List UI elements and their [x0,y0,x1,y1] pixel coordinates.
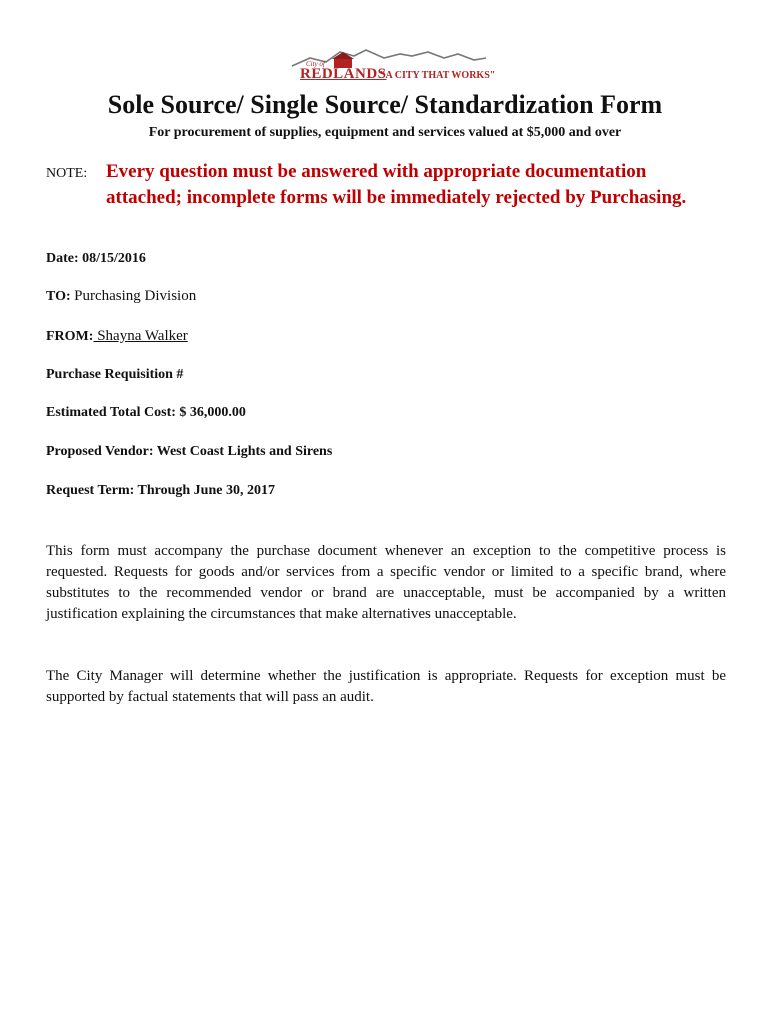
from-field [46,327,188,346]
requisition-label: Purchase Requisition # [46,367,184,382]
term-label: Request Term: Through June 30, 2017 [46,483,275,498]
vendor-field [46,443,332,461]
from-label: FROM: [46,329,94,344]
cost-field [46,404,246,422]
date-label: Date: 08/15/2016 [46,251,146,266]
body-paragraph-2: The City Manager will determine whether the justification is appropriate. Requests for exception must be supported by factual statements that will pass an audit. [46,668,726,705]
vendor-label: Proposed Vendor: West Coast Lights and Sirens [46,444,333,459]
note-label: NOTE: [46,166,88,181]
term-field [46,482,275,500]
page-title: Sole Source/ Single Source/ Standardization Form [107,90,663,119]
from-value: Shayna Walker [93,328,188,344]
cost-label: Estimated Total Cost: $ 36,000.00 [46,405,246,420]
note-line-1: Every question must be answered with appropriate documentation [106,161,647,182]
to-label: TO: [46,289,71,304]
redlands-logo [288,44,496,90]
body-paragraph-1: This form must accompany the purchase document whenever an exception to the competitive process is requested. Requests for goods and/or services from a specific vendor or limited to a specific brand, where substitutes to the recommended vendor or brand are unacceptable, must be accompanied by a written justification explaining the circumstances that make alternatives unacceptable. [46,543,726,622]
note-text [106,159,746,211]
to-field [46,287,196,306]
requisition-field [46,366,183,384]
note-line-2: attached; incomplete forms will be immediately rejected by Purchasing. [106,187,687,208]
page-subtitle: For procurement of supplies, equipment and services valued at $5,000 and over [148,125,622,140]
logo-name: REDLANDS [300,66,387,82]
to-value: Purchasing Division [74,288,197,304]
date-field [46,250,146,268]
logo-tagline: "A CITY THAT WORKS" [380,70,496,81]
logo-city-of: City of [306,60,325,68]
